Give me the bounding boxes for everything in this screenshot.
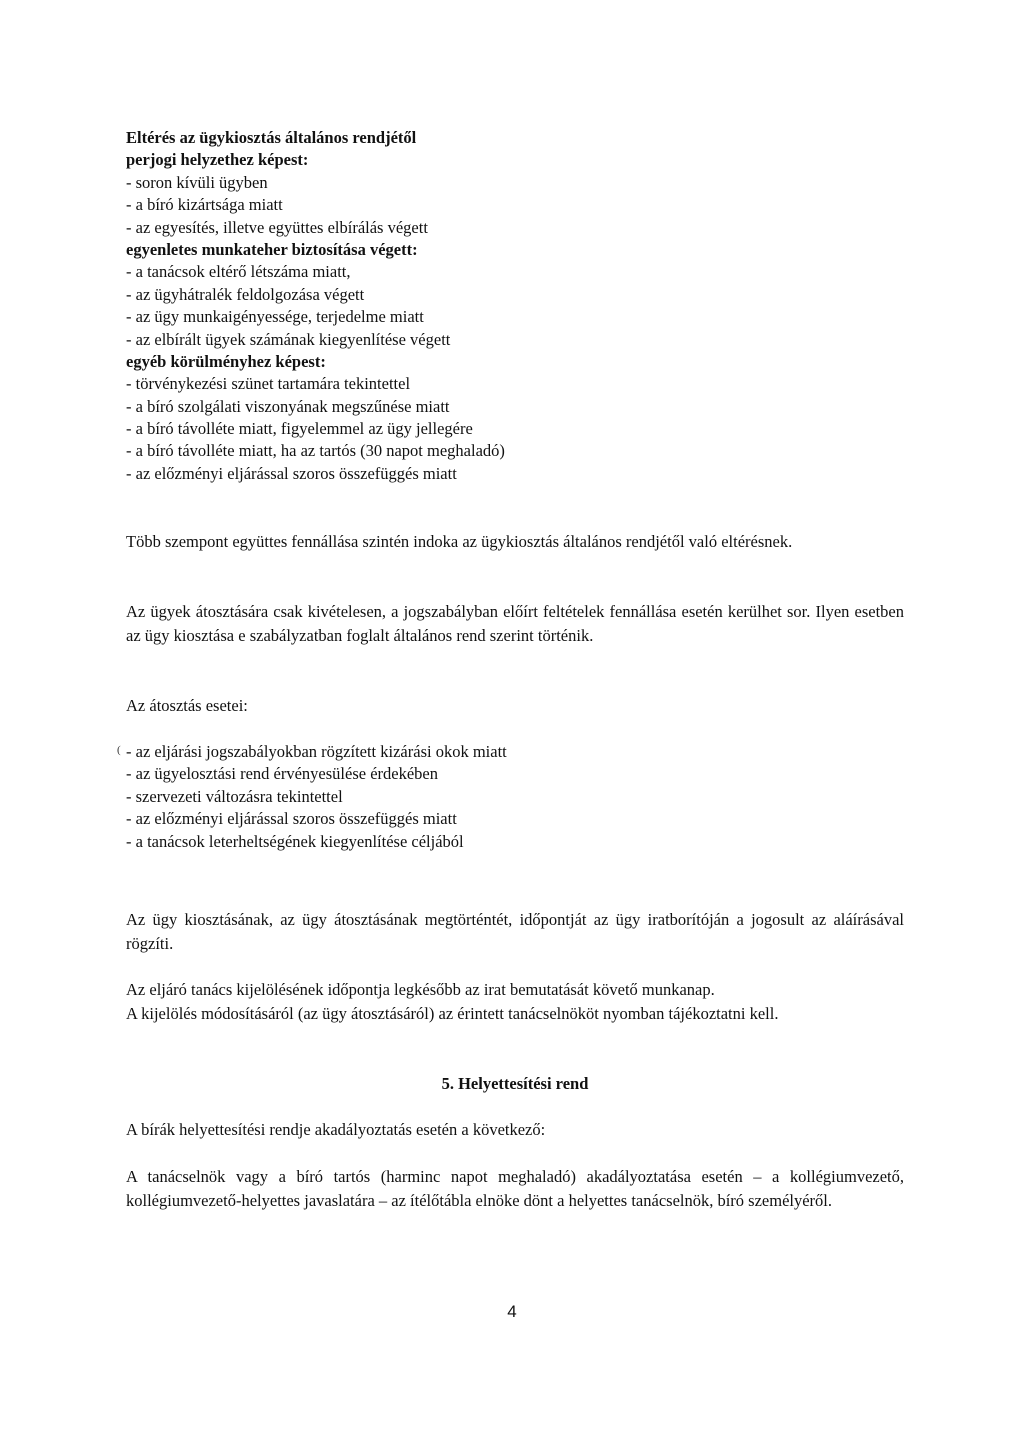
list-item: - a bíró szolgálati viszonyának megszűnése miatt (126, 396, 450, 416)
list-item: - az egyesítés, illetve együttes elbírálás végett (126, 217, 428, 237)
list-item: - a bíró távolléte miatt, ha az tartós (30 napot meghaladó) (126, 441, 505, 461)
paragraph-reassignment: Az ügyek átosztására csak kivételesen, a jogszabályban előírt feltételek fennállása esetén kerülhet sor. Ilyen esetben az ügy kiosztása e szabályzatban foglalt általános rend szerint történik. (126, 602, 904, 645)
page-number: 4 (507, 1302, 517, 1321)
list-item: - szervezeti változásra tekintettel (126, 786, 343, 806)
list-item: - soron kívüli ügyben (126, 172, 268, 192)
reassignment-cases-title: Az átosztás esetei: (126, 696, 248, 715)
list-item: - törvénykezési szünet tartamára tekintettel (126, 374, 411, 394)
deviation-heading: Eltérés az ügykiosztás általános rendjétől (126, 128, 417, 147)
section-body: A tanácselnök vagy a bíró tartós (harminc napot meghaladó) akadályoztatása esetén – a kollégiumvezető, kollégiumvezető-helyettes javaslatára – az ítélőtábla elnöke dönt a helyettes tanácselnök, bíró személyéről. (126, 1167, 904, 1210)
list-item: - a tanácsok eltérő létszáma miatt, (126, 262, 351, 282)
group-title-workload: egyenletes munkateher biztosítása végett: (126, 239, 418, 259)
paragraph-designation-time: Az eljáró tanács kijelölésének időpontja legkésőbb az irat bemutatását követő munkanap. (126, 980, 715, 999)
deviation-section (126, 127, 904, 485)
list-item: - az előzményi eljárással szoros összefüggés miatt (126, 463, 457, 483)
reassignment-cases-list (126, 741, 904, 853)
list-item: - a bíró kizártsága miatt (126, 195, 283, 215)
stray-mark: ( (117, 744, 121, 756)
list-item: - az előzményi eljárással szoros összefüggés miatt (126, 809, 457, 829)
list-item: - a tanácsok leterheltségének kiegyenlítése céljából (126, 831, 464, 851)
group-title-procedural: perjogi helyzethez képest: (126, 150, 309, 170)
paragraph-recording: Az ügy kiosztásának, az ügy átosztásának megtörténtét, időpontját az ügy iratborítóján a jogosult az aláírásával rögzíti. (126, 910, 904, 953)
list-item: - a bíró távolléte miatt, figyelemmel az ügy jellegére (126, 419, 473, 439)
list-item: - az eljárási jogszabályokban rögzített kizárási okok miatt (126, 742, 507, 761)
section-intro: A bírák helyettesítési rendje akadályoztatás esetén a következő: (126, 1120, 546, 1139)
list-item: - az ügyelosztási rend érvényesülése érdekében (126, 764, 438, 784)
list-item: - az ügyhátralék feldolgozása végett (126, 284, 365, 304)
group-title-other: egyéb körülményhez képest: (126, 351, 326, 371)
paragraph-notification: A kijelölés módosításáról (az ügy átosztásáról) az érintett tanácselnököt nyomban tájékoztatni kell. (126, 1004, 779, 1023)
list-item: - az ügy munkaigényessége, terjedelme miatt (126, 307, 424, 327)
section-heading: 5. Helyettesítési rend (441, 1074, 589, 1093)
paragraph-multiple-factors: Több szempont együttes fennállása szintén indoka az ügykiosztás általános rendjétől való eltérésnek. (126, 532, 793, 551)
list-item: - az elbírált ügyek számának kiegyenlítése végett (126, 329, 451, 349)
